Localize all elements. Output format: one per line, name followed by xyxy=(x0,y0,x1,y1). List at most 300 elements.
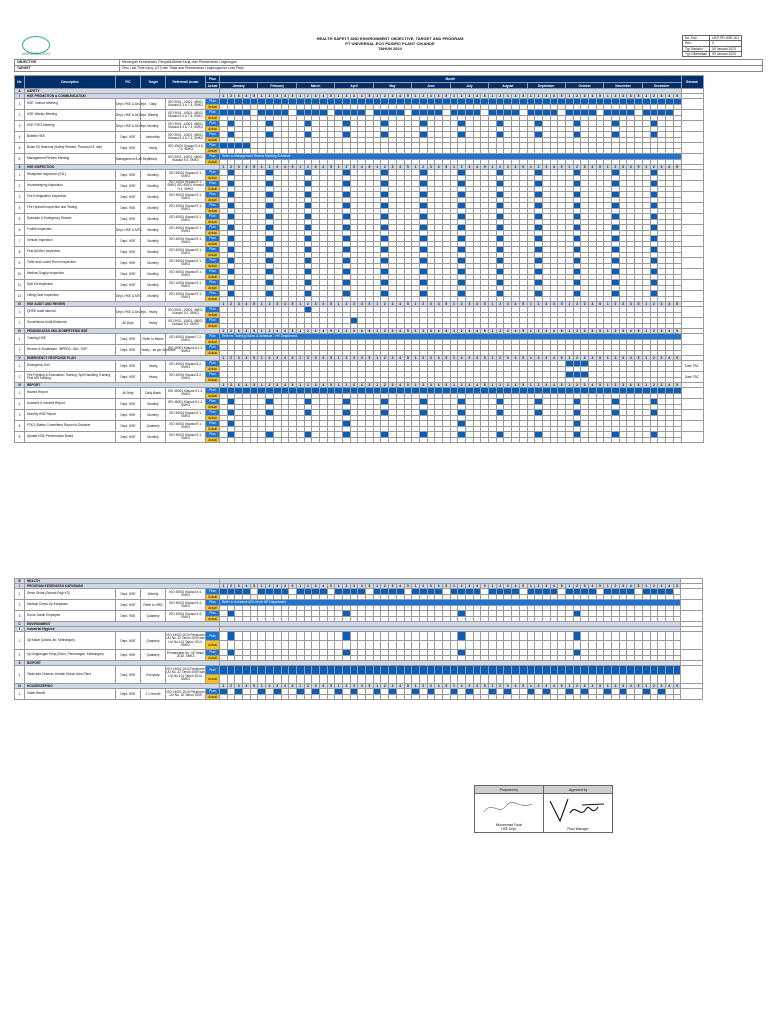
actual-week-cell[interactable] xyxy=(604,675,612,684)
week-cell[interactable] xyxy=(450,632,458,641)
actual-week-cell[interactable] xyxy=(396,437,404,443)
actual-week-cell[interactable] xyxy=(350,437,358,443)
planned-week[interactable] xyxy=(542,666,550,675)
actual-week-cell[interactable] xyxy=(396,675,404,684)
actual-week-cell[interactable] xyxy=(312,641,320,650)
actual-week-cell[interactable] xyxy=(427,437,435,443)
actual-week-cell[interactable] xyxy=(235,641,243,650)
actual-week-cell[interactable] xyxy=(550,641,558,650)
planned-week[interactable] xyxy=(266,666,274,675)
actual-week-cell[interactable] xyxy=(389,694,397,700)
actual-week-cell[interactable] xyxy=(558,641,566,650)
actual-week-cell[interactable] xyxy=(281,694,289,700)
actual-week-cell[interactable] xyxy=(266,694,274,700)
actual-week-cell[interactable] xyxy=(665,694,673,700)
actual-week-cell[interactable] xyxy=(350,694,358,700)
actual-week-cell[interactable] xyxy=(573,641,581,650)
actual-week-cell[interactable] xyxy=(573,694,581,700)
planned-week[interactable] xyxy=(289,666,297,675)
week-cell[interactable] xyxy=(220,632,228,641)
actual-week-cell[interactable] xyxy=(258,641,266,650)
planned-week[interactable] xyxy=(458,666,466,675)
actual-week-cell[interactable] xyxy=(404,641,412,650)
actual-week-cell[interactable] xyxy=(350,641,358,650)
actual-week-cell[interactable] xyxy=(250,437,258,443)
week-cell[interactable] xyxy=(335,632,343,641)
week-cell[interactable] xyxy=(442,632,450,641)
week-cell[interactable] xyxy=(373,632,381,641)
actual-week-cell[interactable] xyxy=(519,675,527,684)
actual-week-cell[interactable] xyxy=(235,675,243,684)
actual-week-cell[interactable] xyxy=(412,437,420,443)
planned-week[interactable] xyxy=(635,666,643,675)
actual-week-cell[interactable] xyxy=(435,694,443,700)
week-cell[interactable] xyxy=(435,632,443,641)
actual-week-cell[interactable] xyxy=(589,641,597,650)
actual-week-cell[interactable] xyxy=(266,675,274,684)
actual-week-cell[interactable] xyxy=(612,641,620,650)
actual-week-cell[interactable] xyxy=(550,694,558,700)
actual-week-cell[interactable] xyxy=(496,641,504,650)
actual-week-cell[interactable] xyxy=(496,675,504,684)
actual-week-cell[interactable] xyxy=(535,641,543,650)
actual-week-cell[interactable] xyxy=(381,641,389,650)
actual-week-cell[interactable] xyxy=(604,641,612,650)
actual-week-cell[interactable] xyxy=(450,675,458,684)
actual-week-cell[interactable] xyxy=(535,694,543,700)
actual-week-cell[interactable] xyxy=(404,694,412,700)
actual-week-cell[interactable] xyxy=(642,675,650,684)
actual-week-cell[interactable] xyxy=(535,437,543,443)
actual-week-cell[interactable] xyxy=(381,675,389,684)
planned-week[interactable] xyxy=(473,666,481,675)
actual-week-cell[interactable] xyxy=(604,437,612,443)
actual-week-cell[interactable] xyxy=(581,437,589,443)
actual-week-cell[interactable] xyxy=(519,694,527,700)
planned-week[interactable] xyxy=(319,666,327,675)
actual-week-cell[interactable] xyxy=(504,675,512,684)
actual-week-cell[interactable] xyxy=(519,641,527,650)
planned-week[interactable] xyxy=(366,666,374,675)
planned-week[interactable] xyxy=(442,666,450,675)
actual-week-cell[interactable] xyxy=(366,641,374,650)
actual-week-cell[interactable] xyxy=(243,675,251,684)
week-cell[interactable] xyxy=(404,632,412,641)
planned-week[interactable] xyxy=(535,666,543,675)
planned-week[interactable] xyxy=(581,666,589,675)
actual-week-cell[interactable] xyxy=(358,694,366,700)
planned-week[interactable] xyxy=(273,666,281,675)
actual-week-cell[interactable] xyxy=(343,641,351,650)
planned-week[interactable] xyxy=(358,666,366,675)
planned-week[interactable] xyxy=(381,666,389,675)
week-cell[interactable] xyxy=(289,632,297,641)
actual-week-cell[interactable] xyxy=(327,694,335,700)
actual-week-cell[interactable] xyxy=(458,641,466,650)
planned-week[interactable] xyxy=(427,666,435,675)
week-cell[interactable] xyxy=(427,632,435,641)
actual-week-cell[interactable] xyxy=(312,675,320,684)
planned-week[interactable] xyxy=(519,666,527,675)
actual-week-cell[interactable] xyxy=(343,694,351,700)
actual-week-cell[interactable] xyxy=(581,675,589,684)
actual-week-cell[interactable] xyxy=(635,641,643,650)
actual-week-cell[interactable] xyxy=(673,437,681,443)
week-cell[interactable] xyxy=(635,632,643,641)
actual-week-cell[interactable] xyxy=(373,675,381,684)
actual-week-cell[interactable] xyxy=(635,437,643,443)
actual-week-cell[interactable] xyxy=(227,641,235,650)
actual-week-cell[interactable] xyxy=(227,694,235,700)
actual-week-cell[interactable] xyxy=(235,694,243,700)
actual-week-cell[interactable] xyxy=(589,675,597,684)
actual-week-cell[interactable] xyxy=(304,641,312,650)
week-cell[interactable] xyxy=(466,632,474,641)
actual-week-cell[interactable] xyxy=(442,437,450,443)
actual-week-cell[interactable] xyxy=(504,437,512,443)
actual-week-cell[interactable] xyxy=(319,641,327,650)
week-cell[interactable] xyxy=(673,632,681,641)
actual-week-cell[interactable] xyxy=(665,675,673,684)
actual-week-cell[interactable] xyxy=(273,437,281,443)
actual-week-cell[interactable] xyxy=(496,694,504,700)
planned-week[interactable] xyxy=(404,666,412,675)
actual-week-cell[interactable] xyxy=(450,694,458,700)
planned-week[interactable] xyxy=(489,666,497,675)
planned-week[interactable] xyxy=(335,666,343,675)
actual-week-cell[interactable] xyxy=(542,641,550,650)
actual-week-cell[interactable] xyxy=(565,641,573,650)
actual-week-cell[interactable] xyxy=(389,437,397,443)
week-cell[interactable] xyxy=(504,632,512,641)
actual-week-cell[interactable] xyxy=(673,641,681,650)
planned-week[interactable] xyxy=(312,666,320,675)
actual-week-cell[interactable] xyxy=(473,675,481,684)
week-cell[interactable] xyxy=(650,632,658,641)
week-cell[interactable] xyxy=(565,632,573,641)
planned-week[interactable] xyxy=(435,666,443,675)
planned-week[interactable] xyxy=(673,666,681,675)
planned-week[interactable] xyxy=(565,666,573,675)
actual-week-cell[interactable] xyxy=(650,675,658,684)
actual-week-cell[interactable] xyxy=(481,675,489,684)
actual-week-cell[interactable] xyxy=(319,675,327,684)
actual-week-cell[interactable] xyxy=(442,694,450,700)
actual-week-cell[interactable] xyxy=(612,694,620,700)
actual-week-cell[interactable] xyxy=(304,694,312,700)
actual-week-cell[interactable] xyxy=(442,641,450,650)
actual-week-cell[interactable] xyxy=(619,641,627,650)
actual-week-cell[interactable] xyxy=(458,437,466,443)
actual-week-cell[interactable] xyxy=(281,437,289,443)
actual-week-cell[interactable] xyxy=(289,437,297,443)
actual-week-cell[interactable] xyxy=(304,437,312,443)
actual-week-cell[interactable] xyxy=(258,437,266,443)
actual-week-cell[interactable] xyxy=(481,641,489,650)
actual-week-cell[interactable] xyxy=(335,675,343,684)
actual-week-cell[interactable] xyxy=(658,675,666,684)
actual-week-cell[interactable] xyxy=(604,694,612,700)
actual-week-cell[interactable] xyxy=(627,437,635,443)
week-cell[interactable] xyxy=(542,632,550,641)
week-cell[interactable] xyxy=(273,632,281,641)
actual-week-cell[interactable] xyxy=(619,675,627,684)
week-cell[interactable] xyxy=(266,632,274,641)
planned-week[interactable] xyxy=(304,666,312,675)
planned-week[interactable] xyxy=(227,632,235,641)
actual-week-cell[interactable] xyxy=(612,675,620,684)
week-cell[interactable] xyxy=(304,632,312,641)
actual-week-cell[interactable] xyxy=(258,694,266,700)
actual-week-cell[interactable] xyxy=(450,437,458,443)
actual-week-cell[interactable] xyxy=(558,437,566,443)
week-cell[interactable] xyxy=(612,632,620,641)
actual-week-cell[interactable] xyxy=(396,641,404,650)
actual-week-cell[interactable] xyxy=(281,641,289,650)
actual-week-cell[interactable] xyxy=(642,694,650,700)
actual-week-cell[interactable] xyxy=(527,694,535,700)
actual-week-cell[interactable] xyxy=(573,437,581,443)
actual-week-cell[interactable] xyxy=(596,694,604,700)
week-cell[interactable] xyxy=(519,632,527,641)
week-cell[interactable] xyxy=(366,632,374,641)
planned-week[interactable] xyxy=(627,666,635,675)
actual-week-cell[interactable] xyxy=(581,641,589,650)
actual-week-cell[interactable] xyxy=(373,694,381,700)
week-cell[interactable] xyxy=(535,632,543,641)
actual-week-cell[interactable] xyxy=(258,675,266,684)
actual-week-cell[interactable] xyxy=(596,675,604,684)
actual-week-cell[interactable] xyxy=(243,694,251,700)
actual-week-cell[interactable] xyxy=(527,437,535,443)
week-cell[interactable] xyxy=(642,632,650,641)
actual-week-cell[interactable] xyxy=(596,641,604,650)
planned-week[interactable] xyxy=(227,666,235,675)
planned-week[interactable] xyxy=(573,666,581,675)
actual-week-cell[interactable] xyxy=(373,641,381,650)
planned-week[interactable] xyxy=(665,666,673,675)
planned-week[interactable] xyxy=(589,666,597,675)
actual-week-cell[interactable] xyxy=(466,641,474,650)
actual-week-cell[interactable] xyxy=(412,641,420,650)
actual-week-cell[interactable] xyxy=(427,694,435,700)
actual-week-cell[interactable] xyxy=(220,694,228,700)
actual-week-cell[interactable] xyxy=(650,694,658,700)
actual-week-cell[interactable] xyxy=(358,437,366,443)
actual-week-cell[interactable] xyxy=(635,675,643,684)
actual-week-cell[interactable] xyxy=(565,437,573,443)
actual-week-cell[interactable] xyxy=(296,437,304,443)
actual-week-cell[interactable] xyxy=(289,641,297,650)
actual-week-cell[interactable] xyxy=(220,437,228,443)
actual-week-cell[interactable] xyxy=(481,437,489,443)
week-cell[interactable] xyxy=(473,632,481,641)
actual-week-cell[interactable] xyxy=(619,437,627,443)
week-cell[interactable] xyxy=(481,632,489,641)
planned-week[interactable] xyxy=(619,666,627,675)
actual-week-cell[interactable] xyxy=(504,694,512,700)
planned-week[interactable] xyxy=(419,666,427,675)
actual-week-cell[interactable] xyxy=(266,437,274,443)
week-cell[interactable] xyxy=(381,632,389,641)
actual-week-cell[interactable] xyxy=(381,437,389,443)
actual-week-cell[interactable] xyxy=(335,694,343,700)
week-cell[interactable] xyxy=(619,632,627,641)
actual-week-cell[interactable] xyxy=(419,641,427,650)
actual-week-cell[interactable] xyxy=(381,694,389,700)
actual-week-cell[interactable] xyxy=(273,641,281,650)
week-cell[interactable] xyxy=(665,632,673,641)
actual-week-cell[interactable] xyxy=(473,437,481,443)
actual-week-cell[interactable] xyxy=(542,675,550,684)
week-cell[interactable] xyxy=(512,632,520,641)
actual-week-cell[interactable] xyxy=(327,641,335,650)
actual-week-cell[interactable] xyxy=(658,641,666,650)
actual-week-cell[interactable] xyxy=(542,694,550,700)
planned-week[interactable] xyxy=(258,666,266,675)
actual-week-cell[interactable] xyxy=(665,437,673,443)
week-cell[interactable] xyxy=(558,632,566,641)
actual-week-cell[interactable] xyxy=(558,694,566,700)
planned-week[interactable] xyxy=(596,666,604,675)
planned-week[interactable] xyxy=(550,666,558,675)
actual-week-cell[interactable] xyxy=(558,675,566,684)
actual-week-cell[interactable] xyxy=(419,694,427,700)
week-cell[interactable] xyxy=(312,632,320,641)
week-cell[interactable] xyxy=(581,632,589,641)
actual-week-cell[interactable] xyxy=(512,641,520,650)
actual-week-cell[interactable] xyxy=(427,641,435,650)
actual-week-cell[interactable] xyxy=(573,675,581,684)
planned-week[interactable] xyxy=(412,666,420,675)
planned-week[interactable] xyxy=(243,666,251,675)
week-cell[interactable] xyxy=(296,632,304,641)
actual-week-cell[interactable] xyxy=(366,694,374,700)
actual-week-cell[interactable] xyxy=(273,694,281,700)
actual-week-cell[interactable] xyxy=(235,437,243,443)
planned-week[interactable] xyxy=(343,666,351,675)
week-cell[interactable] xyxy=(489,632,497,641)
week-cell[interactable] xyxy=(350,632,358,641)
planned-week[interactable] xyxy=(458,632,466,641)
actual-week-cell[interactable] xyxy=(366,675,374,684)
actual-week-cell[interactable] xyxy=(304,675,312,684)
actual-week-cell[interactable] xyxy=(512,675,520,684)
actual-week-cell[interactable] xyxy=(327,437,335,443)
actual-week-cell[interactable] xyxy=(427,675,435,684)
actual-week-cell[interactable] xyxy=(512,437,520,443)
actual-week-cell[interactable] xyxy=(327,675,335,684)
actual-week-cell[interactable] xyxy=(658,694,666,700)
actual-week-cell[interactable] xyxy=(243,437,251,443)
actual-week-cell[interactable] xyxy=(227,437,235,443)
actual-week-cell[interactable] xyxy=(550,437,558,443)
week-cell[interactable] xyxy=(235,632,243,641)
week-cell[interactable] xyxy=(658,632,666,641)
actual-week-cell[interactable] xyxy=(466,675,474,684)
planned-week[interactable] xyxy=(512,666,520,675)
actual-week-cell[interactable] xyxy=(227,675,235,684)
planned-week[interactable] xyxy=(481,666,489,675)
week-cell[interactable] xyxy=(527,632,535,641)
week-cell[interactable] xyxy=(250,632,258,641)
actual-week-cell[interactable] xyxy=(673,694,681,700)
actual-week-cell[interactable] xyxy=(250,641,258,650)
actual-week-cell[interactable] xyxy=(481,694,489,700)
actual-week-cell[interactable] xyxy=(665,641,673,650)
actual-week-cell[interactable] xyxy=(658,437,666,443)
actual-week-cell[interactable] xyxy=(358,641,366,650)
planned-week[interactable] xyxy=(350,666,358,675)
actual-week-cell[interactable] xyxy=(250,694,258,700)
week-cell[interactable] xyxy=(496,632,504,641)
planned-week[interactable] xyxy=(527,666,535,675)
actual-week-cell[interactable] xyxy=(358,675,366,684)
actual-week-cell[interactable] xyxy=(404,437,412,443)
actual-week-cell[interactable] xyxy=(343,675,351,684)
actual-week-cell[interactable] xyxy=(319,437,327,443)
planned-week[interactable] xyxy=(466,666,474,675)
actual-week-cell[interactable] xyxy=(581,694,589,700)
actual-week-cell[interactable] xyxy=(565,694,573,700)
actual-week-cell[interactable] xyxy=(596,437,604,443)
week-cell[interactable] xyxy=(327,632,335,641)
actual-week-cell[interactable] xyxy=(542,437,550,443)
actual-week-cell[interactable] xyxy=(612,437,620,443)
actual-week-cell[interactable] xyxy=(289,675,297,684)
planned-week[interactable] xyxy=(389,666,397,675)
actual-week-cell[interactable] xyxy=(619,694,627,700)
actual-week-cell[interactable] xyxy=(473,641,481,650)
actual-week-cell[interactable] xyxy=(296,641,304,650)
week-cell[interactable] xyxy=(550,632,558,641)
actual-week-cell[interactable] xyxy=(343,437,351,443)
actual-week-cell[interactable] xyxy=(642,641,650,650)
actual-week-cell[interactable] xyxy=(419,437,427,443)
planned-week[interactable] xyxy=(450,666,458,675)
week-cell[interactable] xyxy=(243,632,251,641)
actual-week-cell[interactable] xyxy=(412,694,420,700)
actual-week-cell[interactable] xyxy=(650,641,658,650)
planned-week[interactable] xyxy=(281,666,289,675)
week-cell[interactable] xyxy=(412,632,420,641)
actual-week-cell[interactable] xyxy=(642,437,650,443)
actual-week-cell[interactable] xyxy=(289,694,297,700)
actual-week-cell[interactable] xyxy=(335,437,343,443)
actual-week-cell[interactable] xyxy=(296,675,304,684)
week-cell[interactable] xyxy=(396,632,404,641)
actual-week-cell[interactable] xyxy=(396,694,404,700)
actual-week-cell[interactable] xyxy=(281,675,289,684)
actual-week-cell[interactable] xyxy=(366,437,374,443)
actual-week-cell[interactable] xyxy=(412,675,420,684)
actual-week-cell[interactable] xyxy=(489,675,497,684)
actual-week-cell[interactable] xyxy=(220,641,228,650)
actual-week-cell[interactable] xyxy=(627,675,635,684)
actual-week-cell[interactable] xyxy=(512,694,520,700)
planned-week[interactable] xyxy=(558,666,566,675)
actual-week-cell[interactable] xyxy=(296,694,304,700)
planned-week[interactable] xyxy=(496,666,504,675)
actual-week-cell[interactable] xyxy=(389,675,397,684)
week-cell[interactable] xyxy=(604,632,612,641)
actual-week-cell[interactable] xyxy=(319,694,327,700)
actual-week-cell[interactable] xyxy=(243,641,251,650)
actual-week-cell[interactable] xyxy=(627,641,635,650)
actual-week-cell[interactable] xyxy=(589,437,597,443)
actual-week-cell[interactable] xyxy=(404,675,412,684)
planned-week[interactable] xyxy=(327,666,335,675)
